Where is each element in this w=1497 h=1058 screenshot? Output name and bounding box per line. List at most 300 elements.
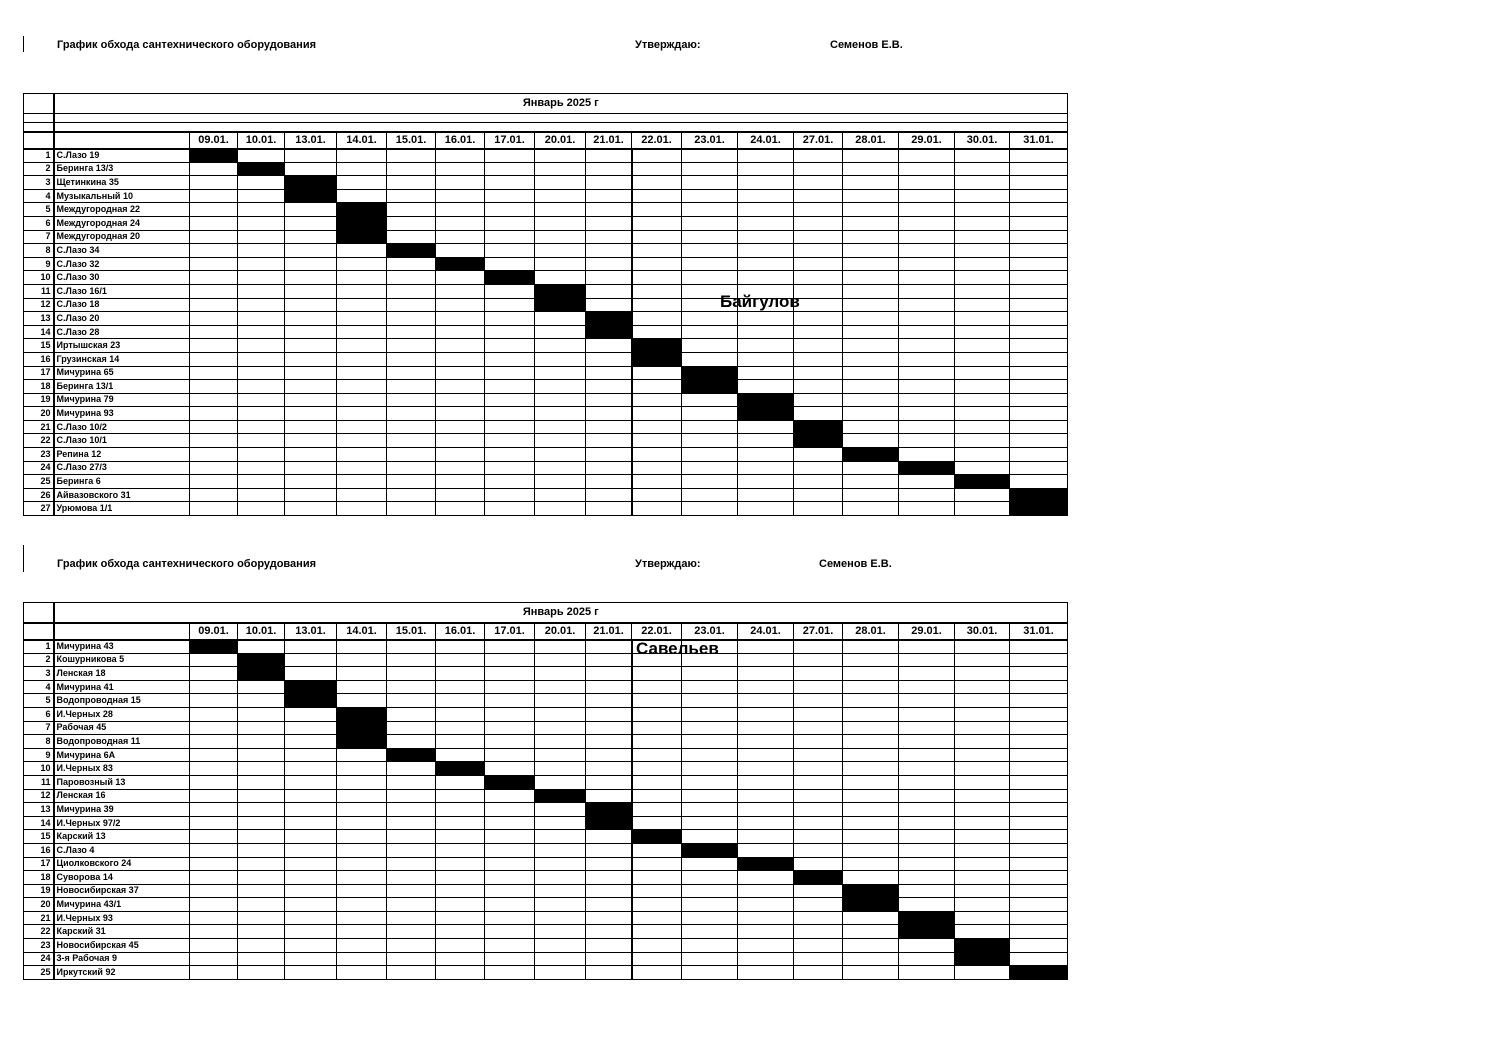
day-cell (238, 816, 285, 830)
day-cell (285, 244, 337, 258)
day-cell (535, 257, 586, 271)
day-cell (586, 189, 632, 203)
day-cell (337, 298, 387, 312)
day-cell (899, 843, 955, 857)
day-cell (238, 149, 285, 163)
day-cell (285, 271, 337, 285)
scheduled-day-cell (843, 884, 899, 898)
day-cell (535, 216, 586, 230)
date-header-09-01: 09.01. (190, 132, 238, 149)
day-cell (955, 284, 1010, 298)
day-cell (586, 298, 632, 312)
day-cell (387, 312, 436, 326)
day-cell (485, 407, 535, 421)
day-cell (586, 830, 632, 844)
day-cell (238, 271, 285, 285)
day-cell (535, 884, 586, 898)
day-cell (285, 884, 337, 898)
day-cell (632, 176, 682, 190)
table-row (24, 966, 1068, 980)
day-cell (485, 640, 535, 654)
spacer-cell (24, 114, 54, 123)
row-address: Репина 12 (54, 448, 190, 462)
day-cell (899, 298, 955, 312)
row-address: Водопроводная 11 (54, 735, 190, 749)
day-cell (682, 393, 738, 407)
day-cell (794, 721, 843, 735)
day-cell (955, 366, 1010, 380)
day-cell (738, 667, 794, 681)
day-cell (387, 939, 436, 953)
row-address: Беринга 13/1 (54, 380, 190, 394)
table-row (24, 925, 1068, 939)
day-cell (794, 803, 843, 817)
day-cell (1010, 257, 1068, 271)
day-cell (682, 312, 738, 326)
day-cell (436, 694, 485, 708)
day-cell (238, 762, 285, 776)
day-cell (899, 339, 955, 353)
day-cell (485, 871, 535, 885)
scheduled-day-cell (632, 352, 682, 366)
day-cell (1010, 775, 1068, 789)
day-cell (387, 816, 436, 830)
day-cell (843, 189, 899, 203)
day-cell (436, 775, 485, 789)
day-cell (955, 925, 1010, 939)
day-cell (485, 176, 535, 190)
day-cell (955, 230, 1010, 244)
day-cell (586, 721, 632, 735)
row-number: 21 (24, 911, 54, 925)
day-cell (899, 884, 955, 898)
day-cell (632, 407, 682, 421)
row-address: Кошурникова 5 (54, 653, 190, 667)
day-cell (632, 762, 682, 776)
scheduled-day-cell (535, 298, 586, 312)
day-cell (632, 667, 682, 681)
day-cell (285, 966, 337, 980)
day-cell (682, 789, 738, 803)
day-cell (535, 461, 586, 475)
day-cell (337, 162, 387, 176)
day-cell (682, 680, 738, 694)
row-address: Новосибирская 37 (54, 884, 190, 898)
day-cell (632, 898, 682, 912)
day-cell (285, 502, 337, 516)
row-address: И.Черных 97/2 (54, 816, 190, 830)
row-number: 3 (24, 667, 54, 681)
day-cell (485, 434, 535, 448)
day-cell (955, 312, 1010, 326)
day-cell (586, 380, 632, 394)
day-cell (682, 488, 738, 502)
day-cell (190, 271, 238, 285)
table-row (24, 420, 1068, 434)
day-cell (682, 857, 738, 871)
day-cell (337, 775, 387, 789)
row-address: Рабочая 45 (54, 721, 190, 735)
day-cell (843, 653, 899, 667)
day-cell (899, 176, 955, 190)
day-cell (190, 257, 238, 271)
day-cell (843, 203, 899, 217)
day-cell (586, 640, 632, 654)
day-cell (632, 448, 682, 462)
day-cell (899, 653, 955, 667)
table-row (24, 162, 1068, 176)
scheduled-day-cell (955, 939, 1010, 953)
day-cell (843, 735, 899, 749)
row-number: 25 (24, 475, 54, 489)
row-address: Грузинская 14 (54, 352, 190, 366)
day-cell (899, 775, 955, 789)
day-cell (738, 271, 794, 285)
day-cell (285, 816, 337, 830)
day-cell (632, 680, 682, 694)
scheduled-day-cell (586, 325, 632, 339)
day-cell (238, 857, 285, 871)
day-cell (238, 830, 285, 844)
day-cell (1010, 461, 1068, 475)
date-header-22-01: 22.01. (632, 132, 682, 149)
row-number: 25 (24, 966, 54, 980)
day-cell (238, 640, 285, 654)
day-cell (238, 502, 285, 516)
day-cell (387, 284, 436, 298)
day-cell (955, 966, 1010, 980)
day-cell (794, 189, 843, 203)
day-cell (436, 420, 485, 434)
scheduled-day-cell (1010, 502, 1068, 516)
day-cell (387, 216, 436, 230)
table-row (24, 149, 1068, 163)
scheduled-day-cell (285, 176, 337, 190)
row-number: 13 (24, 803, 54, 817)
day-cell (337, 271, 387, 285)
day-cell (955, 488, 1010, 502)
day-cell (899, 762, 955, 776)
scheduled-day-cell (586, 803, 632, 817)
table-row (24, 448, 1068, 462)
day-cell (899, 230, 955, 244)
day-cell (485, 952, 535, 966)
day-cell (899, 748, 955, 762)
day-cell (899, 735, 955, 749)
day-cell (843, 721, 899, 735)
day-cell (682, 189, 738, 203)
day-cell (238, 966, 285, 980)
scheduled-day-cell (285, 189, 337, 203)
scheduled-day-cell (586, 312, 632, 326)
row-number: 12 (24, 789, 54, 803)
day-cell (632, 939, 682, 953)
day-cell (682, 216, 738, 230)
day-cell (337, 952, 387, 966)
day-cell (794, 366, 843, 380)
day-cell (586, 748, 632, 762)
date-header-22-01: 22.01. (632, 623, 682, 640)
table-row (24, 939, 1068, 953)
row-address: С.Лазо 28 (54, 325, 190, 339)
day-cell (387, 911, 436, 925)
day-cell (387, 952, 436, 966)
day-cell (682, 830, 738, 844)
day-cell (535, 149, 586, 163)
day-cell (632, 789, 682, 803)
day-cell (190, 352, 238, 366)
day-cell (285, 325, 337, 339)
day-cell (436, 189, 485, 203)
day-cell (794, 775, 843, 789)
scheduled-day-cell (387, 748, 436, 762)
day-cell (285, 448, 337, 462)
day-cell (436, 380, 485, 394)
day-cell (843, 843, 899, 857)
day-cell (794, 380, 843, 394)
row-address: С.Лазо 18 (54, 298, 190, 312)
day-cell (899, 694, 955, 708)
day-cell (843, 352, 899, 366)
day-cell (337, 352, 387, 366)
day-cell (285, 339, 337, 353)
day-cell (535, 325, 586, 339)
day-cell (1010, 352, 1068, 366)
day-cell (285, 925, 337, 939)
day-cell (794, 966, 843, 980)
day-cell (738, 721, 794, 735)
date-header-14-01: 14.01. (337, 132, 387, 149)
day-cell (794, 735, 843, 749)
day-cell (843, 244, 899, 258)
day-cell (794, 502, 843, 516)
day-cell (586, 284, 632, 298)
day-cell (485, 284, 535, 298)
day-cell (285, 298, 337, 312)
day-cell (190, 325, 238, 339)
day-cell (190, 475, 238, 489)
day-cell (1010, 434, 1068, 448)
day-cell (387, 257, 436, 271)
day-cell (190, 420, 238, 434)
day-cell (586, 775, 632, 789)
scheduled-day-cell (190, 149, 238, 163)
row-address: Иркутский 92 (54, 966, 190, 980)
day-cell (190, 898, 238, 912)
day-cell (485, 488, 535, 502)
day-cell (190, 434, 238, 448)
day-cell (190, 461, 238, 475)
day-cell (535, 380, 586, 394)
row-address: И.Черных 93 (54, 911, 190, 925)
day-cell (586, 707, 632, 721)
date-header-16-01: 16.01. (436, 132, 485, 149)
day-cell (632, 149, 682, 163)
row-address: Междугородная 22 (54, 203, 190, 217)
day-cell (738, 216, 794, 230)
row-number: 26 (24, 488, 54, 502)
day-cell (899, 721, 955, 735)
day-cell (1010, 640, 1068, 654)
scheduled-day-cell (337, 216, 387, 230)
table-row (24, 735, 1068, 749)
day-cell (387, 680, 436, 694)
day-cell (794, 475, 843, 489)
approver-name: Семенов Е.В. (830, 39, 903, 51)
day-cell (1010, 230, 1068, 244)
day-cell (436, 339, 485, 353)
scheduled-day-cell (738, 857, 794, 871)
table-row (24, 762, 1068, 776)
day-cell (955, 843, 1010, 857)
row-number: 12 (24, 298, 54, 312)
day-cell (1010, 366, 1068, 380)
day-cell (738, 475, 794, 489)
day-cell (794, 461, 843, 475)
day-cell (955, 898, 1010, 912)
day-cell (387, 789, 436, 803)
day-cell (899, 420, 955, 434)
day-cell (285, 488, 337, 502)
day-cell (586, 203, 632, 217)
row-address: Паровозный 13 (54, 775, 190, 789)
scheduled-day-cell (337, 230, 387, 244)
day-cell (843, 857, 899, 871)
day-cell (1010, 420, 1068, 434)
day-cell (632, 162, 682, 176)
day-cell (794, 203, 843, 217)
day-cell (238, 298, 285, 312)
day-cell (738, 380, 794, 394)
day-cell (899, 352, 955, 366)
day-cell (632, 366, 682, 380)
day-cell (337, 312, 387, 326)
day-cell (485, 939, 535, 953)
day-cell (485, 667, 535, 681)
day-cell (1010, 762, 1068, 776)
day-cell (899, 475, 955, 489)
day-cell (190, 393, 238, 407)
day-cell (436, 966, 485, 980)
day-cell (337, 448, 387, 462)
day-cell (632, 244, 682, 258)
day-cell (794, 216, 843, 230)
day-cell (955, 775, 1010, 789)
day-cell (285, 149, 337, 163)
day-cell (843, 925, 899, 939)
day-cell (682, 244, 738, 258)
day-cell (436, 475, 485, 489)
day-cell (1010, 216, 1068, 230)
day-cell (632, 735, 682, 749)
day-cell (632, 434, 682, 448)
day-cell (843, 762, 899, 776)
day-cell (899, 244, 955, 258)
day-cell (387, 762, 436, 776)
schedule-title: График обхода сантехнического оборудования (57, 558, 316, 570)
day-cell (337, 257, 387, 271)
row-number: 20 (24, 898, 54, 912)
row-number: 16 (24, 352, 54, 366)
day-cell (285, 707, 337, 721)
table-row (24, 748, 1068, 762)
day-cell (535, 680, 586, 694)
day-cell (436, 952, 485, 966)
day-cell (535, 448, 586, 462)
day-cell (436, 803, 485, 817)
header-address-cell (54, 623, 190, 640)
table-row (24, 830, 1068, 844)
day-cell (843, 966, 899, 980)
day-cell (794, 884, 843, 898)
day-cell (436, 502, 485, 516)
day-cell (190, 871, 238, 885)
day-cell (436, 667, 485, 681)
day-cell (794, 448, 843, 462)
day-cell (682, 939, 738, 953)
day-cell (843, 640, 899, 654)
header-address-cell (54, 132, 190, 149)
day-cell (899, 667, 955, 681)
day-cell (682, 966, 738, 980)
day-cell (238, 189, 285, 203)
day-cell (632, 380, 682, 394)
day-cell (632, 843, 682, 857)
day-cell (738, 775, 794, 789)
day-cell (238, 339, 285, 353)
day-cell (843, 667, 899, 681)
scheduled-day-cell (436, 762, 485, 776)
scheduled-day-cell (682, 843, 738, 857)
day-cell (586, 393, 632, 407)
day-cell (955, 735, 1010, 749)
day-cell (387, 803, 436, 817)
day-cell (955, 393, 1010, 407)
day-cell (387, 407, 436, 421)
day-cell (1010, 816, 1068, 830)
day-cell (387, 176, 436, 190)
day-cell (738, 420, 794, 434)
day-cell (190, 884, 238, 898)
day-cell (337, 434, 387, 448)
day-cell (485, 884, 535, 898)
day-cell (535, 925, 586, 939)
scheduled-day-cell (285, 694, 337, 708)
day-cell (682, 735, 738, 749)
day-cell (436, 230, 485, 244)
day-cell (285, 352, 337, 366)
day-cell (285, 667, 337, 681)
day-cell (586, 857, 632, 871)
day-cell (955, 271, 1010, 285)
day-cell (485, 898, 535, 912)
day-cell (738, 803, 794, 817)
day-cell (843, 939, 899, 953)
day-cell (955, 325, 1010, 339)
day-cell (955, 871, 1010, 885)
day-cell (238, 366, 285, 380)
day-cell (843, 176, 899, 190)
table-row (24, 871, 1068, 885)
day-cell (436, 393, 485, 407)
row-address: И.Черных 83 (54, 762, 190, 776)
day-cell (337, 816, 387, 830)
day-cell (794, 230, 843, 244)
day-cell (794, 667, 843, 681)
table-row (24, 393, 1068, 407)
day-cell (843, 162, 899, 176)
left-margin-line (23, 545, 24, 572)
